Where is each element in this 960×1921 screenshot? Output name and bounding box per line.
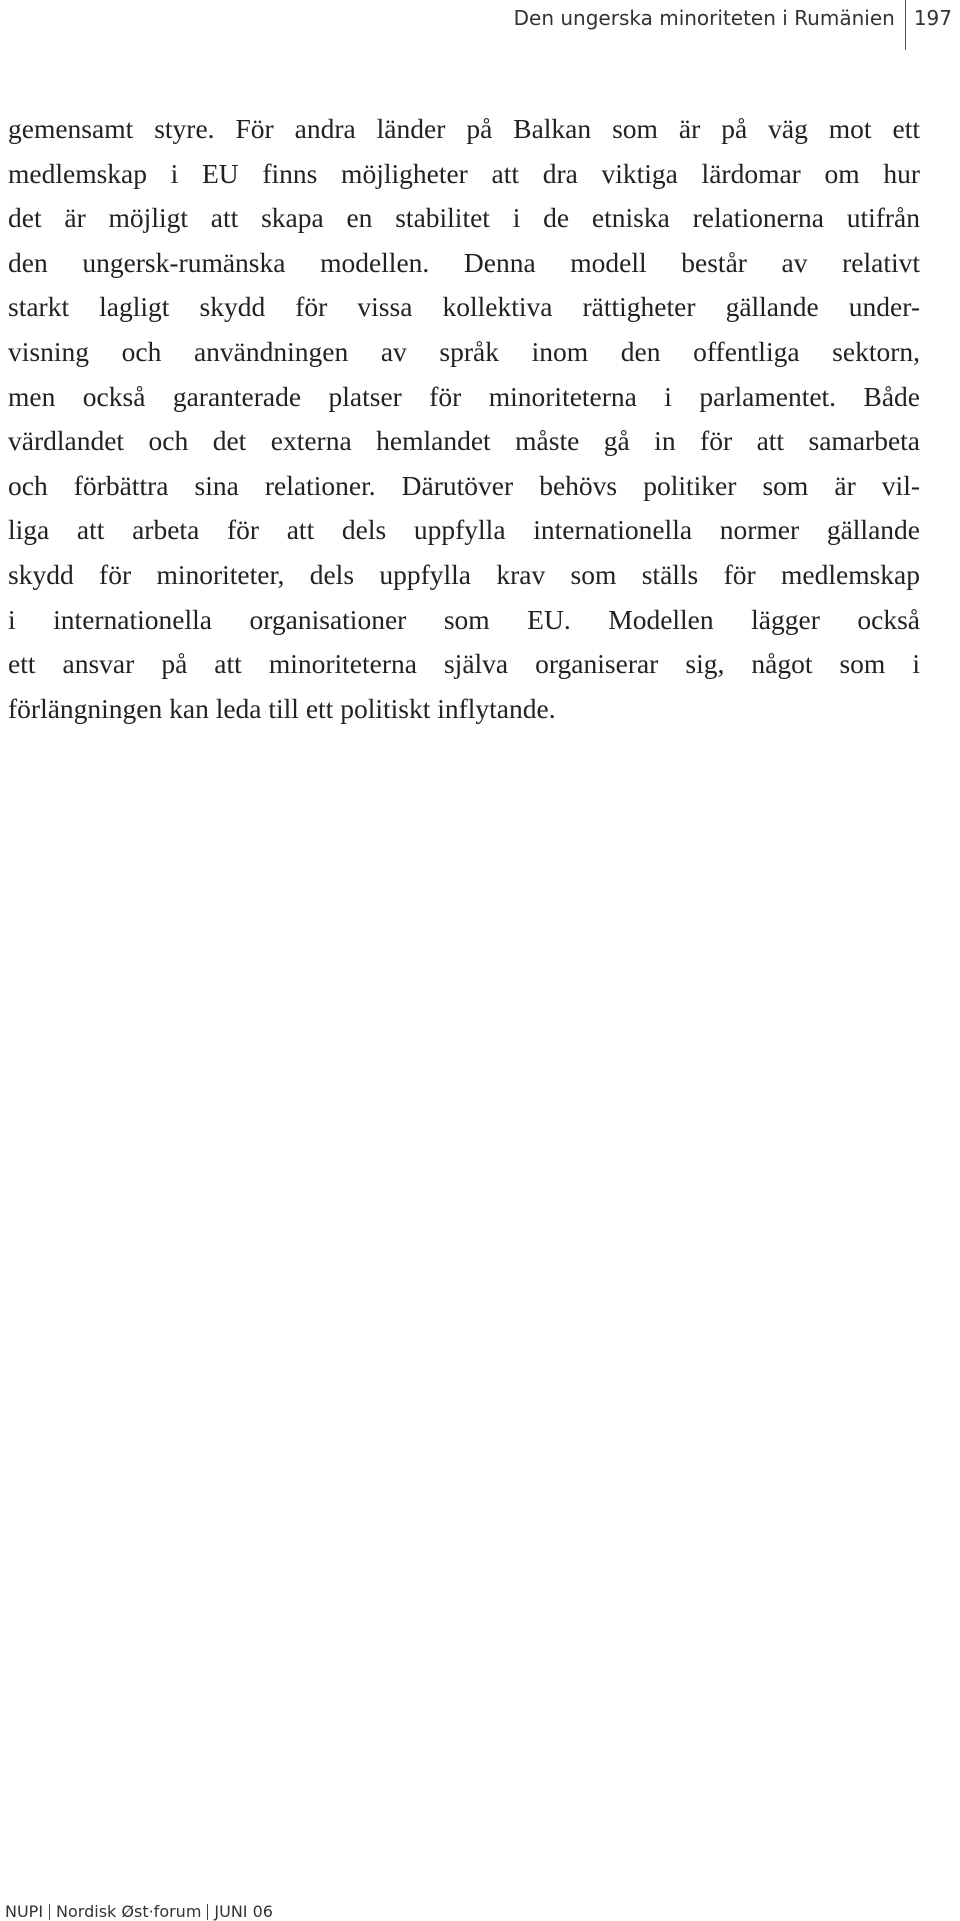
body-paragraph [8, 107, 920, 731]
footer-journal: Nordisk Øst·forum [56, 1902, 202, 1921]
text-line: värdlandet och det externa hemlandet måste gå in för att samarbeta [8, 425, 920, 457]
text-line: ett ansvar på att minoriteterna själva organiserar sig, något som i [8, 648, 920, 680]
running-title: Den ungerska minoriteten i Rumänien [513, 6, 895, 30]
running-header [514, 0, 960, 52]
text-line: skydd för minoriteter, dels uppfylla krav som ställs för medlemskap [8, 558, 920, 590]
page-number: 197 [913, 6, 952, 30]
footer-divider [49, 1904, 50, 1920]
text-line: gemensamt styre. För andra länder på Balkan som är på väg mot ett [8, 113, 920, 144]
text-line: i internationella organisationer som EU. Modellen lägger också [8, 603, 920, 635]
footer-publisher: NUPI [5, 1902, 44, 1921]
text-line: den ungersk-rumänska modellen. Denna modell består av relativt [8, 246, 920, 278]
text-line: men också garanterade platser för minoriteterna i parlamentet. Både [8, 380, 920, 412]
page-footer [5, 1903, 273, 1921]
text-line: och förbättra sina relationer. Därutöver behövs politiker som är vil- [8, 469, 920, 501]
text-line: medlemskap i EU finns möjligheter att dra viktiga lärdomar om hur [8, 157, 920, 189]
text-line: liga att arbeta för att dels uppfylla internationella normer gällande [8, 514, 920, 546]
footer-issue: JUNI 06 [214, 1902, 273, 1921]
footer-divider [207, 1904, 208, 1920]
text-line: det är möjligt att skapa en stabilitet i de etniska relationerna utifrån [8, 202, 920, 234]
text-line: starkt lagligt skydd för vissa kollektiva rättigheter gällande under- [8, 291, 920, 323]
text-line: förlängningen kan leda till ett politiskt inflytande. [8, 692, 556, 724]
text-line: visning och användningen av språk inom den offentliga sektorn, [8, 335, 920, 367]
